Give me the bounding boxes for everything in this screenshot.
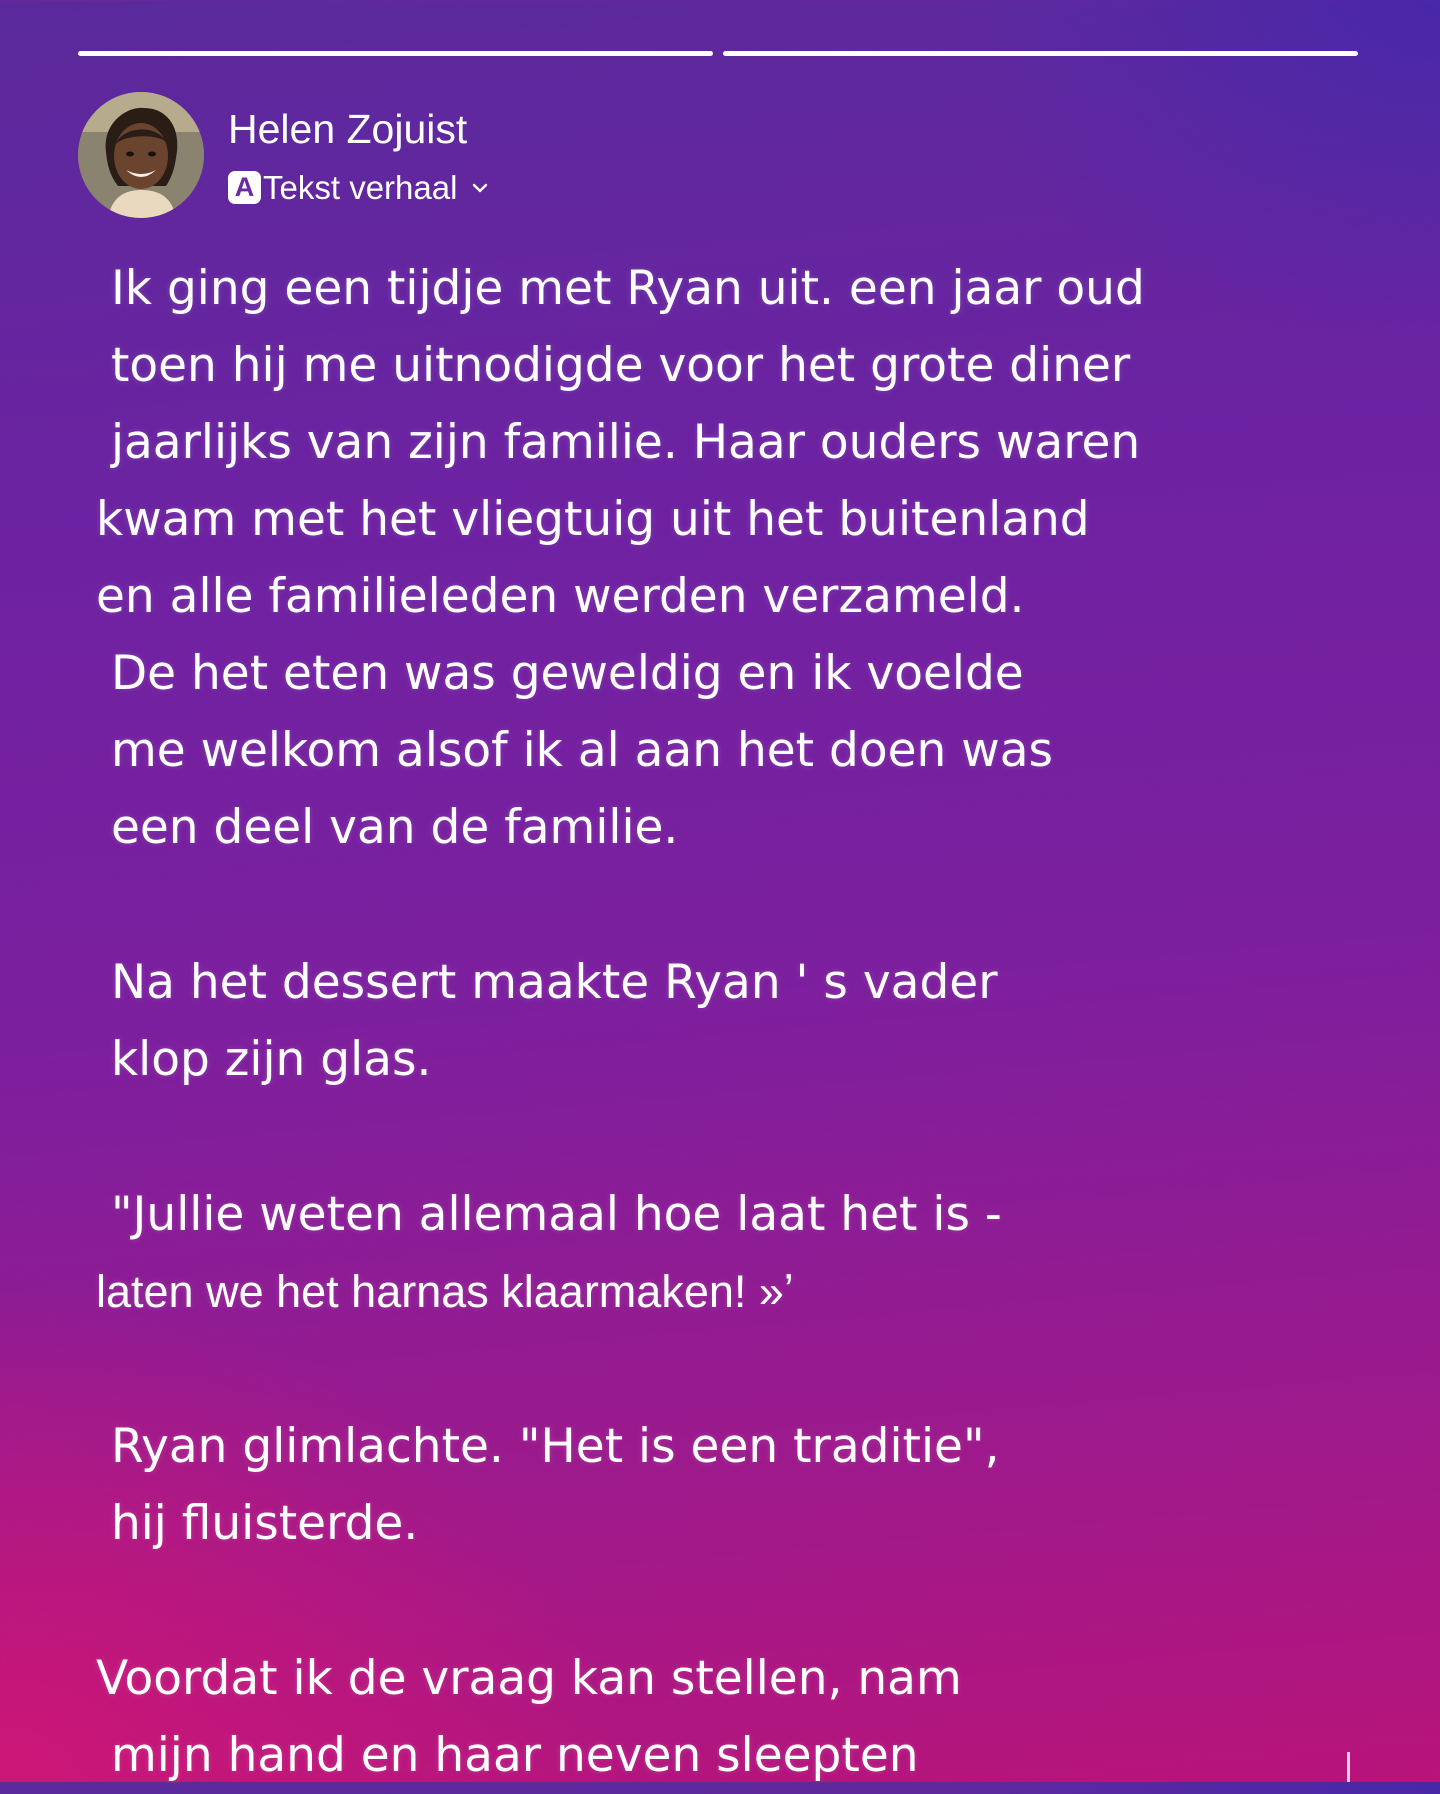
story-line: kwam met het vliegtuig uit het buitenland: [96, 492, 1090, 547]
story-paragraph-2: [96, 944, 1426, 1098]
story-line: toen hij me uitnodigde voor het grote diner: [96, 338, 1131, 393]
story-text: [96, 250, 1426, 1794]
story-line: een deel van de familie.: [96, 800, 679, 855]
story-line: hij fluisterde.: [96, 1496, 419, 1551]
story-paragraph-5: [96, 1640, 1426, 1794]
paragraph-spacer: [96, 1330, 1426, 1408]
text-story-icon: A: [228, 171, 261, 204]
paragraph-spacer: [96, 1562, 1426, 1640]
story-line: De het eten was geweldig en ik voelde: [96, 646, 1024, 701]
story-paragraph-4: [96, 1408, 1426, 1562]
story-type-selector[interactable]: [228, 169, 489, 207]
story-progress-bar: [78, 51, 1358, 56]
story-line: en alle familieleden werden verzameld.: [96, 569, 1025, 624]
story-line: me welkom alsof ik al aan het doen was: [96, 723, 1053, 778]
story-line: laten we het harnas klaarmaken! »ʼ: [96, 1266, 794, 1317]
author-meta: [228, 103, 489, 206]
story-paragraph-3: [96, 1176, 1426, 1330]
story-line: Ik ging een tijdje met Ryan uit. een jaar oud: [96, 261, 1145, 316]
story-line: klop zijn glas.: [96, 1032, 432, 1087]
story-paragraph-1: [96, 250, 1426, 866]
story-type-label: Tekst verhaal: [263, 168, 458, 206]
progress-segment-1: [78, 51, 713, 56]
progress-segment-2: [723, 51, 1358, 56]
story-line: jaarlijks van zijn familie. Haar ouders waren: [96, 415, 1141, 470]
paragraph-spacer: [96, 1098, 1426, 1176]
story-header: [78, 92, 489, 218]
author-name[interactable]: Helen Zojuist: [228, 106, 468, 153]
story-line: Voordat ik de vraag kan stellen, nam: [96, 1651, 962, 1706]
story-line: "Jullie weten allemaal hoe laat het is -: [96, 1187, 1002, 1242]
story-line: Na het dessert maakte Ryan ' s vader: [96, 955, 998, 1010]
story-line: mijn hand en haar neven sleepten: [96, 1728, 919, 1783]
avatar-portrait-image: [78, 92, 204, 218]
story-line: Ryan glimlachte. "Het is een traditie",: [96, 1419, 1000, 1474]
author-avatar[interactable]: [78, 92, 204, 218]
chevron-down-icon: [471, 179, 489, 197]
paragraph-spacer: [96, 866, 1426, 944]
scroll-indicator: [1347, 1752, 1350, 1782]
